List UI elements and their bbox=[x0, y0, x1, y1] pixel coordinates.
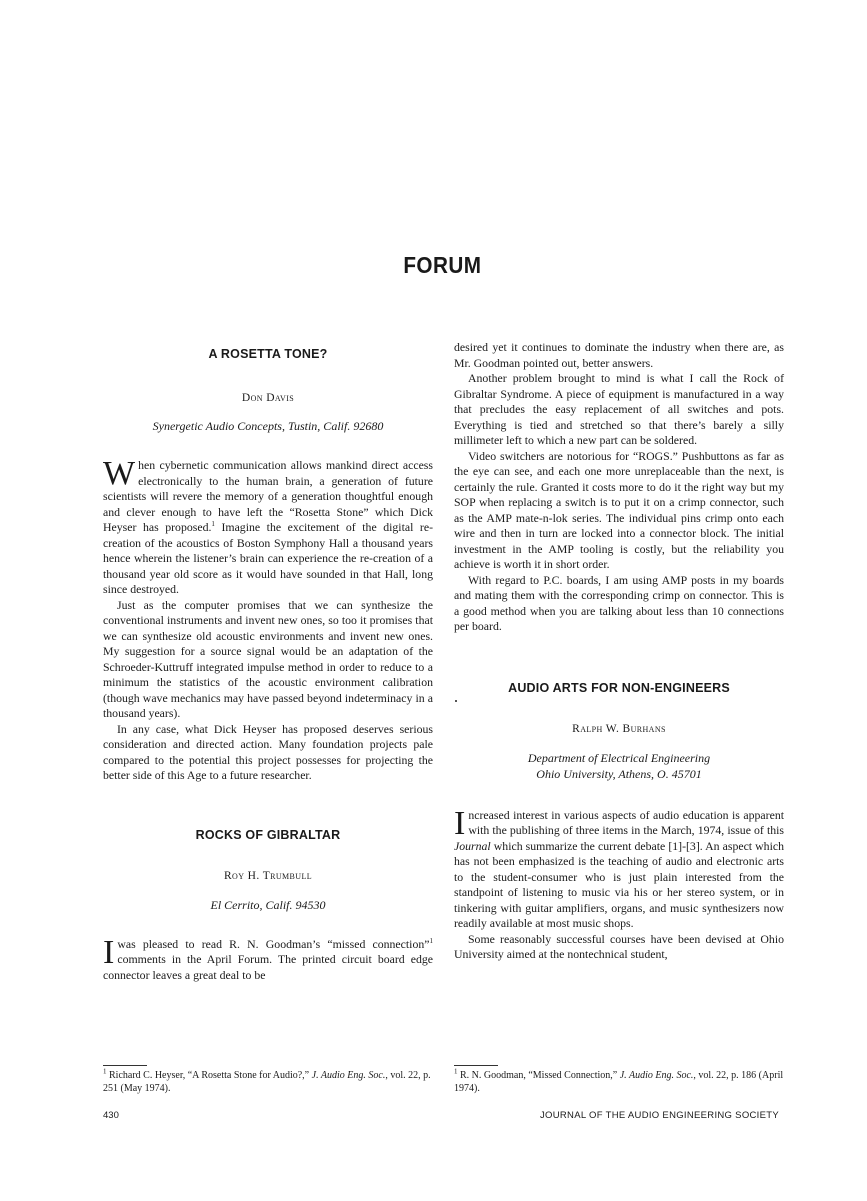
article-rocks-of-gibraltar bbox=[103, 828, 433, 984]
page-number: 430 bbox=[103, 1110, 119, 1121]
article-affiliation: Synergetic Audio Concepts, Tustin, Calif. 92680 bbox=[152, 419, 384, 433]
article-author: Don Davis bbox=[241, 391, 295, 404]
article-author: Roy H. Trumbull bbox=[223, 870, 313, 882]
article-affiliation-line-2: Ohio University, Athens, O. 45701 bbox=[536, 766, 702, 781]
paragraph: Iwas pleased to read R. N. Goodman’s “missed connection”$^1$ comments in the April Forum. The printed circuit board edge connector leaves a great deal to be bbox=[103, 933, 433, 982]
paragraph: Some reasonably successful courses have been devised at Ohio University aimed at the nontechnical student, bbox=[454, 931, 784, 961]
left-column bbox=[103, 340, 434, 1094]
drop-cap: I bbox=[103, 933, 115, 971]
paragraph: Increased interest in various aspects of audio education is apparent with the publishing of three items in the March, 1974, issue of this Journal which summarize the current debate [1]-[3]. An aspect which has not been emphasized is the teaching of audio and electronic arts to the student-consumer who is just plain interested from the standpoint of listening to music via his or her stereo system, or in tinkering with guitar amplifiers, organs, and music synthesizers now readily available at most music shops. bbox=[454, 804, 784, 930]
footnote-rule bbox=[454, 1065, 498, 1066]
paragraph: Just as the computer promises that we can synthesize the conventional instruments and invent new ones, so too it promises that we can synthesize old acoustic environments and invent new ones. My suggestion for a source signal would be an adaptation of the Schroeder-Kuttruff integrated impulse method in order to reduce to a minimum the statistics of the acoustic environment calibration (though wave mechanics may have passed beyond indeterminacy in a thousand years). bbox=[103, 597, 433, 720]
paragraph: Another problem brought to mind is what I call the Rock of Gibraltar Syndrome. A piece of equipment is manufactured in a way that precludes the easy replacement of all switches and pots. Everything is tied and stretched so that there’s barely a silly millimeter left to which a new part can be soldered. bbox=[454, 371, 784, 447]
footnote-rule bbox=[103, 1065, 147, 1066]
drop-cap: W bbox=[103, 455, 136, 492]
page-title: FORUM bbox=[403, 252, 482, 278]
running-footer: JOURNAL OF THE AUDIO ENGINEERING SOCIETY bbox=[540, 1110, 779, 1121]
paragraph: desired yet it continues to dominate the industry when there are, as Mr. Goodman pointed out, better answers. bbox=[454, 340, 784, 370]
article-title: AUDIO ARTS FOR NON-ENGINEERS bbox=[508, 680, 730, 695]
article-title: ROCKS OF GIBRALTAR bbox=[195, 827, 341, 842]
paragraph: With regard to P.C. boards, I am using AMP posts in my boards and mating them with the corresponding crimp on connector. This is a good method when you are talking about less than 10 connections per board. bbox=[454, 572, 784, 633]
paragraph: In any case, what Dick Heyser has proposed deserves serious consideration and directed action. Many foundation projects pale compared to the potential this project possesses for projecting the better side of this Age to a future researcher. bbox=[103, 721, 433, 782]
stray-mark bbox=[455, 700, 457, 702]
paragraph: When cybernetic communication allows mankind direct access electronically to the human brain, a generation of future scientists will revere the memory of a generation thoughtful enough and clever enough to have left the “Rosetta Stone” which Dick Heyser has proposed.$^1$ Imagine the excitement of the digital re-creation of the acoustics of Boston Symphony Hall a thousand years hence wherein the listener’s brain can experience the re-creation of a thousand year old score as it would have sounded in that Hall, long since destroyed. bbox=[103, 455, 434, 596]
article-author: Ralph W. Burhans bbox=[572, 723, 666, 735]
drop-cap: I bbox=[454, 804, 466, 842]
right-column bbox=[454, 340, 784, 1094]
article-title: A ROSETTA TONE? bbox=[208, 347, 328, 361]
article-affiliation-line-1: Department of Electrical Engineering bbox=[527, 750, 711, 765]
footnote-left: $^1$ Richard C. Heyser, “A Rosetta Stone for Audio?,” J. Audio Eng. Soc., vol. 22, p. 251 (May 1974). bbox=[103, 1065, 433, 1095]
article-audio-arts bbox=[454, 681, 784, 963]
article-rosetta-tone bbox=[103, 347, 433, 784]
footnote-right: $^1$ R. N. Goodman, “Missed Connection,” J. Audio Eng. Soc., vol. 22, p. 186 (April 1974). bbox=[454, 1065, 784, 1095]
article-affiliation: El Cerrito, Calif. 94530 bbox=[210, 897, 326, 912]
paragraph: Video switchers are notorious for “ROGS.” Pushbuttons as far as the eye can see, and each one more unreplaceable than the next, is certainly the rule. Granted it costs more to do it the right way but my SOP when replacing a switch is to put it on a crimp connector, such as the AMP mate-n-lok series. The individual pins crimp onto each wire and then in turn are locked into a connector block. The initial investment in the AMP tooling is costly, but the reliability you achieve is worth it in short order. bbox=[454, 448, 784, 571]
